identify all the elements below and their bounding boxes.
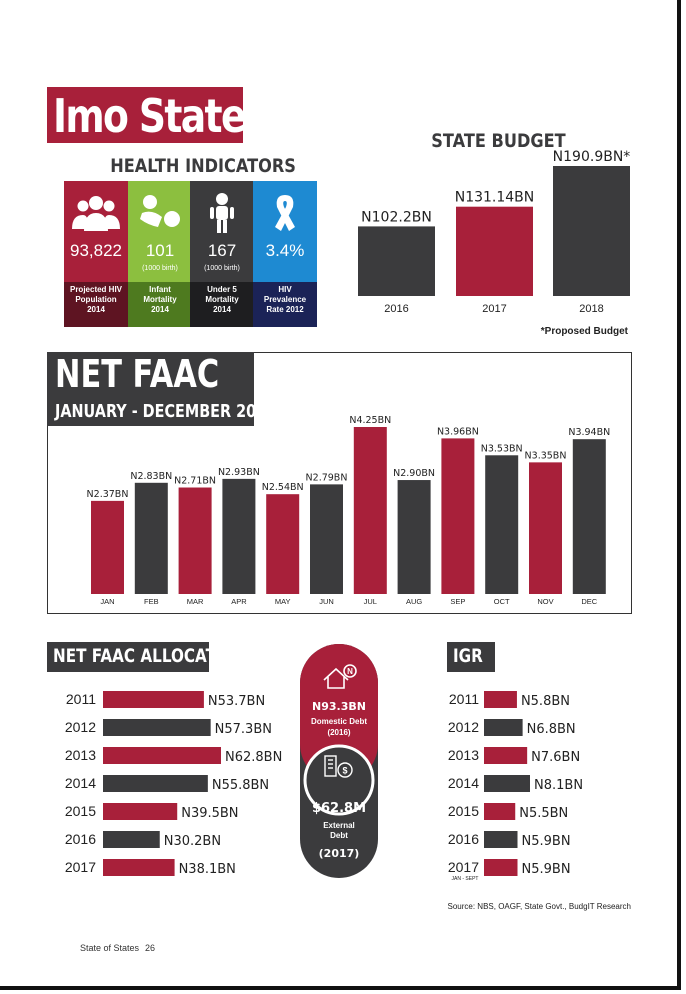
hbar-value-label: N5.9BN (521, 862, 571, 877)
hbar-year-label: 2014 (64, 775, 96, 791)
budget-bar-label: N131.14BN (454, 189, 535, 206)
health-sub: (1000 birth) (204, 265, 240, 272)
faac-bar-label: N2.79BN (305, 472, 348, 484)
budget-bar-label: N102.2BN (361, 209, 432, 226)
faac-month-label: JUN (319, 597, 334, 606)
faac-bar-label: N3.53BN (480, 443, 523, 455)
hbar (103, 831, 160, 848)
faac-bar-label: N2.90BN (393, 468, 436, 480)
state-budget-heading: STATE BUDGET (431, 130, 566, 152)
health-label: Infant Mortality 2014 (128, 282, 192, 327)
hbar (103, 859, 175, 876)
net-faac-title: NET FAAC (55, 352, 220, 396)
external-debt-value: $62.8M (311, 801, 367, 816)
people-icon (64, 189, 128, 235)
igr-year-note: JAN - SEPT (451, 876, 479, 882)
faac-month-label: MAR (186, 597, 204, 606)
state-title-box (47, 87, 243, 143)
faac-month-label: AUG (405, 597, 423, 606)
budget-year-label: 2017 (482, 303, 507, 315)
allocation-title-box (47, 642, 248, 672)
hbar-year-label: 2015 (447, 803, 479, 819)
igr-title: IGR (453, 645, 483, 667)
hbar (103, 775, 208, 792)
footer-text: State of States (80, 943, 140, 953)
faac-bar-label: N3.35BN (524, 450, 567, 462)
health-card (128, 181, 192, 327)
hbar-value-label: N6.8BN (526, 722, 576, 737)
faac-bar (266, 494, 299, 594)
health-card (64, 181, 128, 327)
hbar (103, 803, 177, 820)
source-note: Source: NBS, OAGF, State Govt., BudgIT Research (447, 902, 631, 911)
hbar (484, 719, 523, 736)
faac-bar-label: N2.83BN (130, 470, 173, 482)
hbar-value-label: N55.8BN (211, 778, 270, 793)
hbar-value-label: N5.5BN (519, 806, 569, 821)
health-card (253, 181, 317, 327)
page-number: 26 (145, 943, 156, 953)
domestic-debt-label: Domestic Debt (310, 717, 368, 726)
hbar-value-label: N38.1BN (178, 862, 236, 877)
net-faac-subtitle: JANUARY - DECEMBER 2017 (55, 401, 277, 422)
igr-chart (440, 685, 640, 885)
faac-month-label: JUL (363, 597, 377, 606)
hbar (103, 747, 221, 764)
health-value: 93,822 (70, 241, 122, 260)
hbar-year-label: 2016 (447, 831, 479, 847)
health-value: 167 (207, 241, 237, 260)
faac-bar-label: N2.54BN (261, 482, 304, 494)
net-faac-subtitle-box (47, 398, 277, 426)
faac-bar-label: N2.71BN (174, 475, 217, 487)
hbar-year-label: 2013 (447, 747, 479, 763)
svg-text:$: $ (342, 765, 348, 776)
igr-title-box (447, 642, 495, 672)
allocation-title: NET FAAC ALLOCATION (53, 645, 248, 667)
debt-pill (300, 644, 378, 878)
hbar-value-label: N62.8BN (225, 750, 283, 765)
faac-bar (398, 480, 431, 594)
hbar-value-label: N7.6BN (531, 750, 581, 765)
budget-bar-label: N190.9BN* (552, 149, 631, 165)
domestic-debt-value: N93.3BN (312, 700, 366, 713)
budget-bar (553, 166, 630, 296)
baby-icon (128, 189, 192, 235)
hbar-value-label: N57.3BN (214, 722, 272, 737)
faac-bar (310, 484, 343, 594)
faac-bar (91, 501, 124, 594)
faac-bar (485, 455, 518, 594)
hbar-year-label: 2011 (448, 691, 479, 707)
hbar-value-label: N8.1BN (534, 778, 584, 793)
page-footer (80, 943, 155, 953)
hbar-year-label: 2015 (64, 803, 96, 819)
faac-bar (441, 438, 474, 594)
faac-bar-label: N4.25BN (349, 415, 392, 426)
hbar (484, 803, 515, 820)
hbar-year-label: 2017 (64, 859, 96, 875)
budget-year-label: 2016 (384, 303, 409, 315)
faac-month-label: SEP (450, 597, 466, 606)
health-sub: (1000 birth) (142, 265, 178, 272)
hbar-year-label: 2012 (64, 719, 96, 735)
hbar-year-label: 2011 (65, 691, 96, 707)
hbar-year-label: 2016 (64, 831, 96, 847)
faac-bar-label: N3.94BN (568, 427, 611, 439)
hbar-value-label: N5.9BN (521, 834, 571, 849)
net-faac-title-box (47, 352, 254, 400)
hbar-year-label: 2017 (447, 859, 479, 875)
budget-bar (358, 226, 435, 296)
health-label: Under 5 Mortality 2014 (190, 282, 254, 327)
faac-month-label: OCT (493, 597, 510, 606)
hbar (103, 719, 211, 736)
external-debt-year: (2017) (318, 847, 360, 860)
health-value: 101 (145, 241, 175, 260)
hbar-value-label: N5.8BN (520, 694, 570, 709)
faac-bar (222, 479, 255, 594)
faac-bar (573, 439, 606, 594)
hbar (103, 691, 204, 708)
hbar-year-label: 2014 (447, 775, 479, 791)
health-label: HIV Prevalence Rate 2012 (253, 282, 317, 327)
faac-month-label: NOV (537, 597, 554, 606)
health-indicators-heading: HEALTH INDICATORS (110, 155, 296, 177)
faac-bar-label: N2.37BN (86, 488, 129, 500)
faac-month-label: JAN (100, 597, 115, 606)
svg-text:N: N (347, 667, 353, 676)
state-title: Imo State (53, 89, 245, 143)
faac-month-label: APR (231, 597, 247, 606)
net-faac-chart (48, 400, 632, 614)
hbar-value-label: N53.7BN (207, 694, 266, 709)
faac-bar (179, 488, 212, 594)
budget-year-label: 2018 (579, 303, 604, 315)
external-debt-label: External (323, 821, 355, 830)
faac-bar (529, 462, 562, 594)
hbar-year-label: 2013 (64, 747, 96, 763)
faac-bar-label: N2.93BN (217, 466, 260, 478)
faac-month-label: FEB (144, 597, 159, 606)
hbar-year-label: 2012 (447, 719, 479, 735)
faac-bar (135, 483, 168, 594)
health-value: 3.4% (265, 241, 305, 260)
child-icon (190, 189, 254, 235)
hbar (484, 859, 518, 876)
hbar-value-label: N39.5BN (181, 806, 239, 821)
hbar (484, 747, 527, 764)
allocation-chart (55, 685, 305, 885)
faac-bar-label: N3.96BN (436, 426, 479, 438)
faac-bar (354, 427, 387, 594)
faac-month-label: MAY (274, 597, 291, 606)
domestic-debt-year: (2016) (327, 728, 351, 737)
budget-note: *Proposed Budget (540, 326, 628, 337)
faac-month-label: DEC (581, 597, 598, 606)
hbar-value-label: N30.2BN (163, 834, 222, 849)
hbar (484, 691, 517, 708)
budget-bar (456, 207, 533, 296)
health-label: Projected HIV Population 2014 (64, 282, 128, 327)
hbar (484, 775, 530, 792)
health-card (190, 181, 254, 327)
state-budget-chart (350, 145, 650, 340)
external-debt-label-2: Debt (330, 831, 348, 840)
ribbon-icon (253, 189, 317, 235)
hbar (484, 831, 518, 848)
